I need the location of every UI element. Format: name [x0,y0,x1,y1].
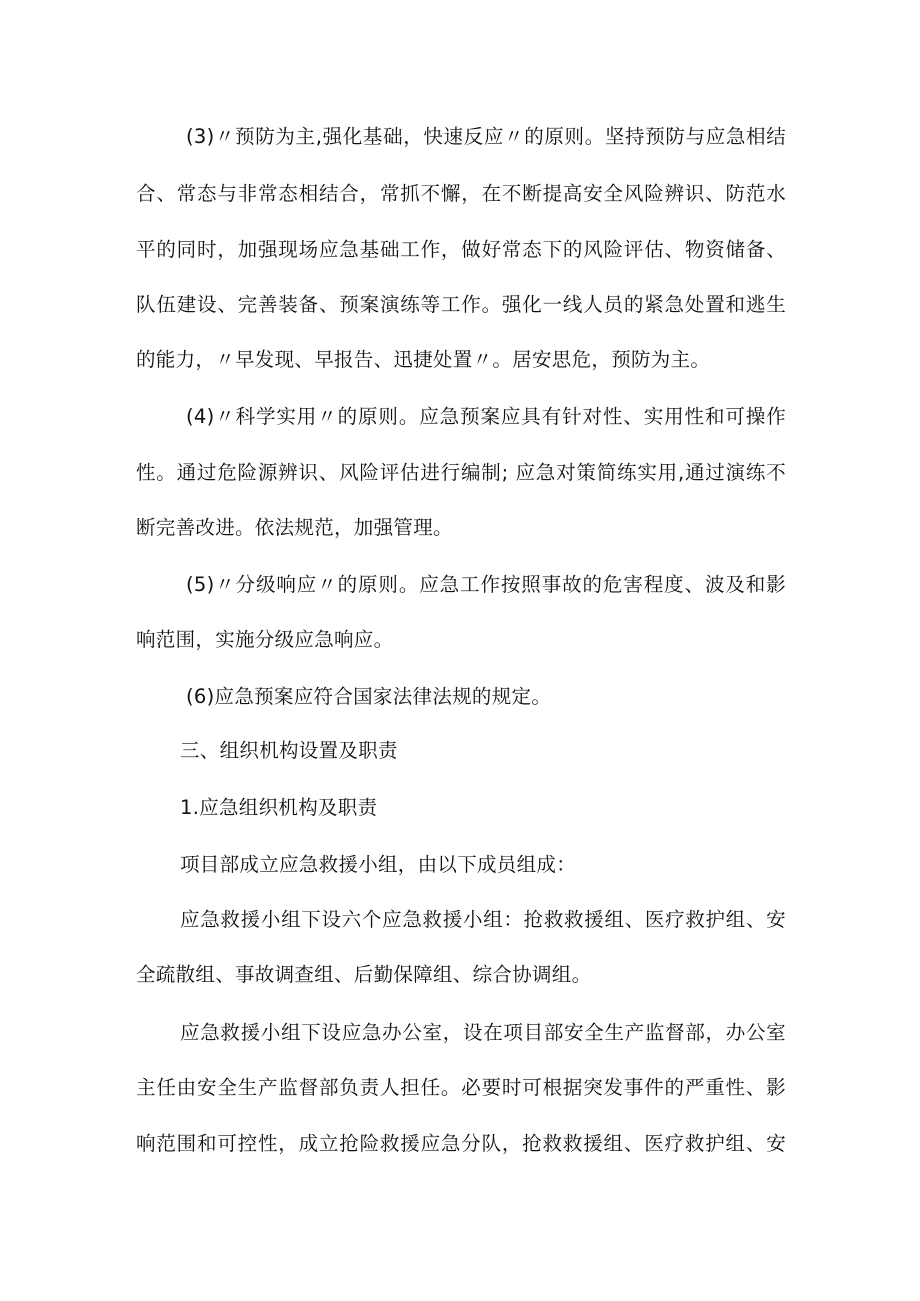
paragraph-line: 断完善改进。依法规范，加强管理。 [136,516,453,539]
paragraph-line: 的能力，〃早发现、早报告、迅捷处置〃。居安思危，预防为主。 [136,348,711,371]
paragraph-line: 性。通过危险源辨识、风险评估进行编制; 应急对策简练实用,通过演练不 [136,461,786,484]
subsection-heading: 1.应急组织机构及职责 [180,796,378,819]
section-heading: 三、组织机构设置及职责 [180,739,398,762]
paragraph-line: (5)〃分级响应〃的原则。应急工作按照事故的危害程度、波及和影 [186,573,786,596]
paragraph-line: 项目部成立应急救援小组，由以下成员组成： [180,853,577,876]
paragraph-line: 主任由安全生产监督部负责人担任。必要时可根据突发事件的严重性、影 [136,1076,786,1099]
paragraph-line: 响范围，实施分级应急响应。 [136,628,394,651]
paragraph-line: 队伍建设、完善装备、预案演练等工作。强化一线人员的紧急处置和逃生 [136,293,786,316]
paragraph-line: 应急救援小组下设六个应急救援小组：抢救救援组、医疗救护组、安 [180,908,786,931]
paragraph-line: (6)应急预案应符合国家法律法规的规定。 [186,685,552,708]
paragraph-line: (3)〃预防为主,强化基础，快速反应〃的原则。坚持预防与应急相结 [186,125,786,148]
paragraph-line: 响范围和可控性，成立抢险救援应急分队，抢救救援组、医疗救护组、安 [136,1132,786,1155]
paragraph-line: 合、常态与非常态相结合，常抓不懈，在不断提高安全风险辨识、防范水 [136,182,786,205]
paragraph-line: (4)〃科学实用〃的原则。应急预案应具有针对性、实用性和可操作 [186,405,786,428]
paragraph-line: 全疏散组、事故调查组、后勤保障组、综合协调组。 [136,963,592,986]
paragraph-line: 平的同时，加强现场应急基础工作，做好常态下的风险评估、物资储备、 [136,238,786,261]
paragraph-line: 应急救援小组下设应急办公室，设在项目部安全生产监督部，办公室 [180,1021,786,1044]
